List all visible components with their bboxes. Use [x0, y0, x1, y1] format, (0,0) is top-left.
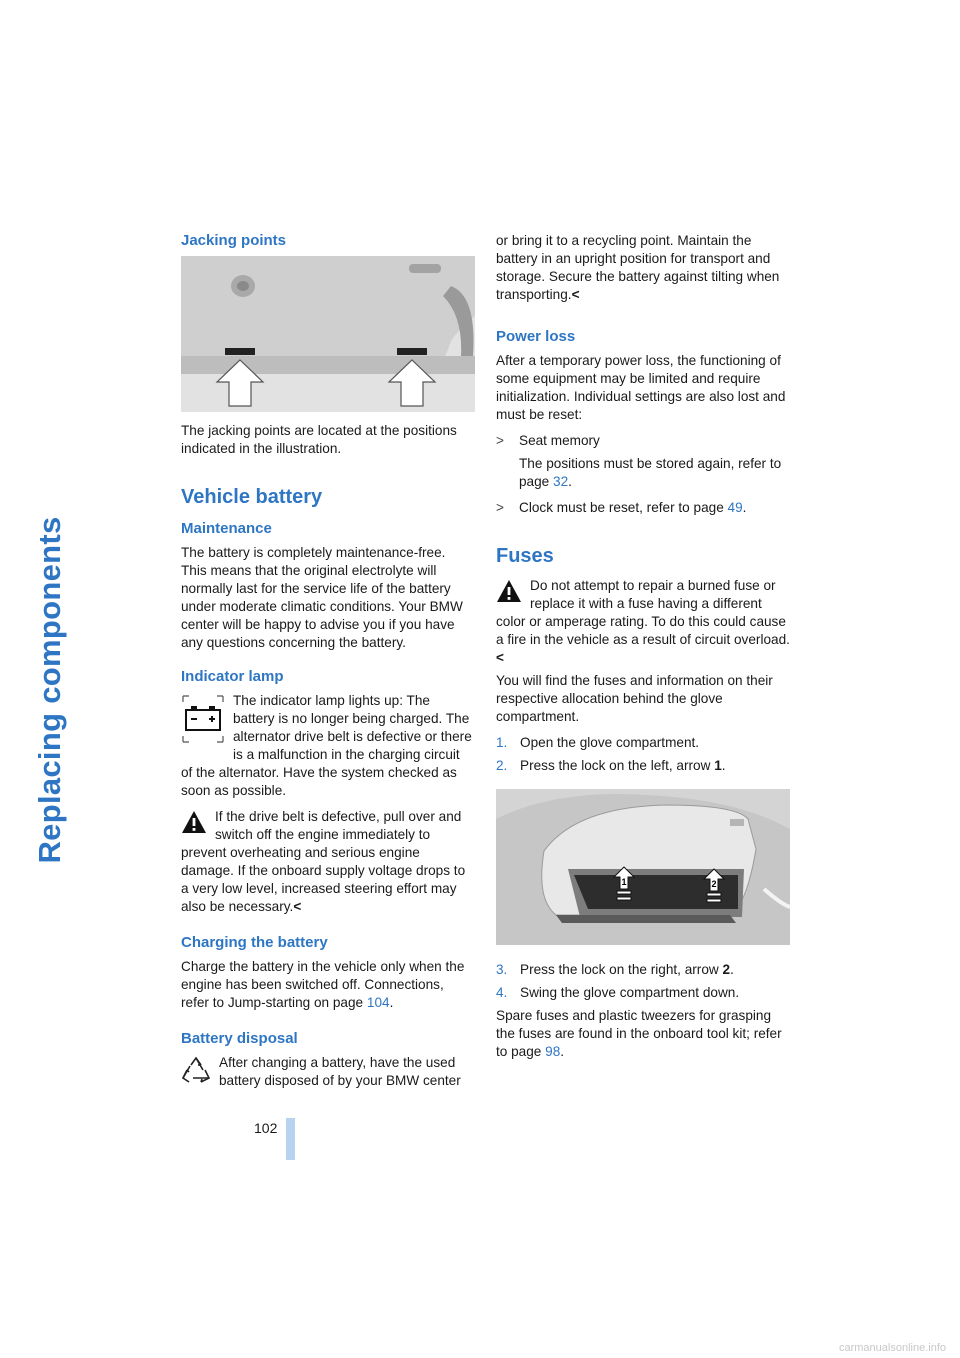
right-column [496, 232, 792, 1066]
list-item: > Seat memory [496, 433, 600, 448]
indicator-paragraph [181, 692, 473, 800]
page-link-98[interactable]: 98 [545, 1044, 561, 1059]
charging-text: Charge the battery in the vehicle only when the engine has been switched off. Connections, refer to Jump-starting on page 104. [181, 959, 465, 1010]
vehicle-battery-heading: Vehicle battery [181, 486, 323, 508]
fuses-intro: You will find the fuses and information on their respective allocation behind the glove compartment. [496, 673, 773, 724]
jacking-text: The jacking points are located at the positions indicated in the illustration. [181, 423, 457, 456]
arrow-label-2: 2 [711, 879, 717, 889]
list-item-detail: The positions must be stored again, refer to page 32. [519, 456, 782, 489]
left-column [181, 232, 473, 1095]
warning-triangle-icon [496, 579, 522, 608]
page-link-104[interactable]: 104 [366, 995, 390, 1010]
indicator-heading: Indicator lamp [181, 668, 284, 685]
maintenance-heading: Maintenance [181, 520, 272, 537]
step-item: 2. Press the lock on the left, arrow 1. [496, 758, 726, 773]
watermark: carmanualsonline.info [838, 1342, 946, 1354]
disposal-text-part1: After changing a battery, have the used battery disposed of by your BMW center [219, 1055, 461, 1088]
warning-triangle-icon [181, 810, 207, 839]
disposal-text: or bring it to a recycling point. Maintain the battery in an upright position for transport and storage. Secure the battery against tilting when transporting.< [496, 233, 780, 302]
disposal-heading: Battery disposal [181, 1030, 298, 1047]
power-loss-text: After a temporary power loss, the functioning of some equipment may be limited and require initialization. Individual settings are also lost and must be reset: [496, 353, 786, 422]
spare-fuses-text: Spare fuses and plastic tweezers for grasping the fuses are found in the onboard tool kit; refer to page 98. [496, 1008, 782, 1059]
fuses-warning: Do not attempt to repair a burned fuse or replace it with a fuse having a different color or amperage rating. To do this could cause a fire in the vehicle as a result of circuit overload.< [496, 578, 790, 665]
fuses-heading: Fuses [496, 545, 554, 567]
glove-compartment-illustration [496, 789, 790, 945]
battery-indicator-icon [181, 694, 225, 749]
page-number: 102 [254, 1120, 278, 1136]
maintenance-text: The battery is completely maintenance-free. This means that the original electrolyte will normally last for the service life of the battery under moderate climatic conditions. Your BMW center will be happy to advise you if you have any questions concerning the battery. [181, 545, 463, 650]
arrow-label-1: 1 [621, 877, 627, 887]
indicator-warning: If the drive belt is defective, pull over and switch off the engine immediately to prevent overheating and serious engine damage. If the onboard supply voltage drops to a very low level, increased steering effort may also be necessary.< [181, 809, 466, 914]
list-item: > Clock must be reset, refer to page 49. [496, 500, 747, 515]
recycling-icon [181, 1056, 211, 1091]
jacking-points-illustration [181, 256, 475, 412]
page-link-49[interactable]: 49 [727, 500, 743, 515]
chapter-side-title: Replacing components [32, 516, 67, 864]
charging-heading: Charging the battery [181, 934, 328, 951]
page-accent-bar [286, 1118, 295, 1160]
step-item: 1. Open the glove compartment. [496, 735, 700, 750]
indicator-text: The indicator lamp lights up: The battery is no longer being charged. The alternator drive belt is defective or there is a malfunction in the charging circuit of the alternator. Have the system checked as soon as possible. [181, 693, 472, 798]
disposal-paragraph [181, 1054, 473, 1090]
page-link-32[interactable]: 32 [553, 474, 569, 489]
power-loss-heading: Power loss [496, 328, 576, 345]
step-item: 4. Swing the glove compartment down. [496, 985, 740, 1000]
jacking-heading: Jacking points [181, 232, 287, 249]
step-item: 3. Press the lock on the right, arrow 2. [496, 962, 734, 977]
